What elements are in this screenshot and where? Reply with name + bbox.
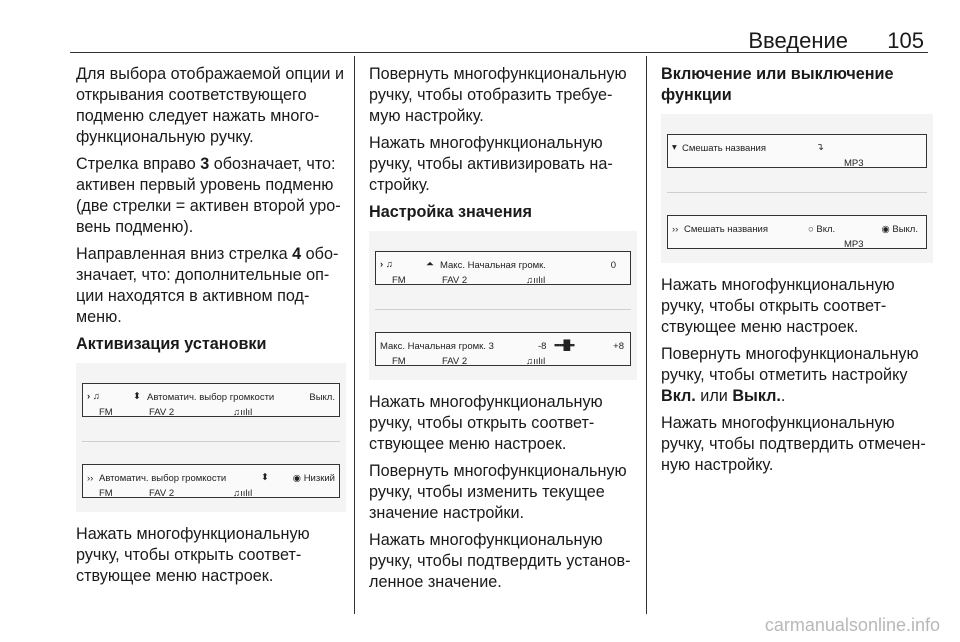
screen-illustration: [661, 114, 933, 263]
setting-label: Автоматич. выбор громкости: [147, 392, 275, 403]
signal-icon: ♫ıılıl: [526, 275, 546, 286]
setting-value: ◉ Низкий: [292, 473, 335, 484]
paragraph: Нажать многофункциональную ручку, чтобы подтвердить установ- ленное значение.: [369, 531, 631, 591]
display-screen: [375, 251, 631, 285]
favourite-label: FAV 2: [442, 275, 468, 286]
paragraph: Стрелка вправо 3 обозначает, что: активен первый уровень подменю (две стрелки = активен второй уро- вень подменю).: [76, 155, 341, 236]
setting-label: Смешать названия: [684, 224, 769, 235]
display-screen: [82, 383, 340, 417]
favourite-label: FAV 2: [442, 356, 468, 367]
setting-label: Макс. Начальная громк.: [440, 260, 546, 271]
screen-illustration: [76, 363, 346, 512]
section-heading: Настройка значения: [369, 203, 532, 221]
column-1: [76, 64, 346, 593]
display-screen: [375, 332, 631, 366]
music-icon: › ♫: [87, 391, 100, 402]
double-arrow-icon: ››: [672, 224, 679, 235]
source-label: MP3: [844, 158, 864, 169]
divider: [375, 309, 631, 310]
down-arrow-icon: ▾: [672, 142, 677, 153]
column-divider: [354, 56, 355, 614]
shuffle-icon: ↴: [816, 142, 824, 153]
column-divider: [646, 56, 647, 614]
column-2: [369, 64, 637, 599]
setting-label: Автоматич. выбор громкости: [99, 473, 227, 484]
min-value: -8: [538, 341, 547, 352]
option-off-radio: ◉ Выкл.: [881, 224, 918, 235]
music-icon: › ♫: [380, 259, 393, 270]
display-screen: [667, 134, 927, 168]
source-label: MP3: [844, 239, 864, 250]
max-value: +8: [613, 341, 624, 352]
section-heading: Активизация установки: [76, 335, 267, 353]
updown-arrow-icon: ⬍: [133, 391, 141, 402]
display-screen: [82, 464, 340, 498]
paragraph: Нажать многофункциональную ручку, чтобы активизировать на- стройку.: [369, 134, 613, 194]
setting-value: 0: [610, 260, 616, 271]
band-label: FM: [392, 275, 406, 286]
page-number: 105: [887, 28, 924, 53]
divider: [82, 441, 340, 442]
level-bar: ▪▪▪▪█▪▪: [554, 340, 574, 351]
paragraph: Повернуть многофункциональную ручку, чтобы изменить текущее значение настройки.: [369, 462, 627, 522]
paragraph: Для выбора отображаемой опции и открывания соответствующего подменю следует нажать много- функциональную ручку.: [76, 65, 345, 146]
signal-icon: ♫ıılıl: [526, 356, 546, 367]
section-heading: Включение или выключение функции: [661, 65, 894, 104]
page-header: [70, 26, 928, 53]
divider: [667, 192, 927, 193]
setting-label: Смешать названия: [682, 143, 767, 154]
paragraph: Повернуть многофункциональную ручку, чтобы отметить настройку Вкл. или Выкл..: [661, 345, 919, 405]
favourite-label: FAV 2: [149, 488, 175, 499]
band-label: FM: [99, 488, 113, 499]
band-label: FM: [99, 407, 113, 418]
paragraph: Нажать многофункциональную ручку, чтобы открыть соответ- ствующее меню настроек.: [369, 393, 603, 453]
setting-label: Макс. Начальная громк. 3: [380, 341, 494, 352]
paragraph: Нажать многофункциональную ручку, чтобы открыть соответ- ствующее меню настроек.: [76, 525, 310, 585]
paragraph: Направленная вниз стрелка 4 обо- значает, что: дополнительные оп- ции находятся в активном под- меню.: [76, 245, 339, 326]
screen-illustration: [369, 231, 637, 380]
double-arrow-icon: ››: [87, 473, 94, 484]
display-screen: [667, 215, 927, 249]
band-label: FM: [392, 356, 406, 367]
paragraph: Нажать многофункциональную ручку, чтобы открыть соответ- ствующее меню настроек.: [661, 276, 895, 336]
watermark: carmanualsonline.info: [764, 615, 940, 635]
option-on-radio: ○ Вкл.: [808, 224, 836, 235]
column-3: [661, 64, 933, 482]
paragraph: Нажать многофункциональную ручку, чтобы подтвердить отмечен- ную настройку.: [661, 414, 926, 474]
setting-value: Выкл.: [309, 392, 335, 403]
page-title: Введение: [748, 28, 848, 53]
favourite-label: FAV 2: [149, 407, 175, 418]
updown-arrow-icon: ⬍: [261, 472, 269, 483]
paragraph: Повернуть многофункциональную ручку, чтобы отобразить требуе- мую настройку.: [369, 65, 627, 125]
signal-icon: ♫ıılıl: [233, 407, 253, 418]
up-arrow-icon: ⏶: [426, 259, 434, 270]
signal-icon: ♫ıılıl: [233, 488, 253, 499]
